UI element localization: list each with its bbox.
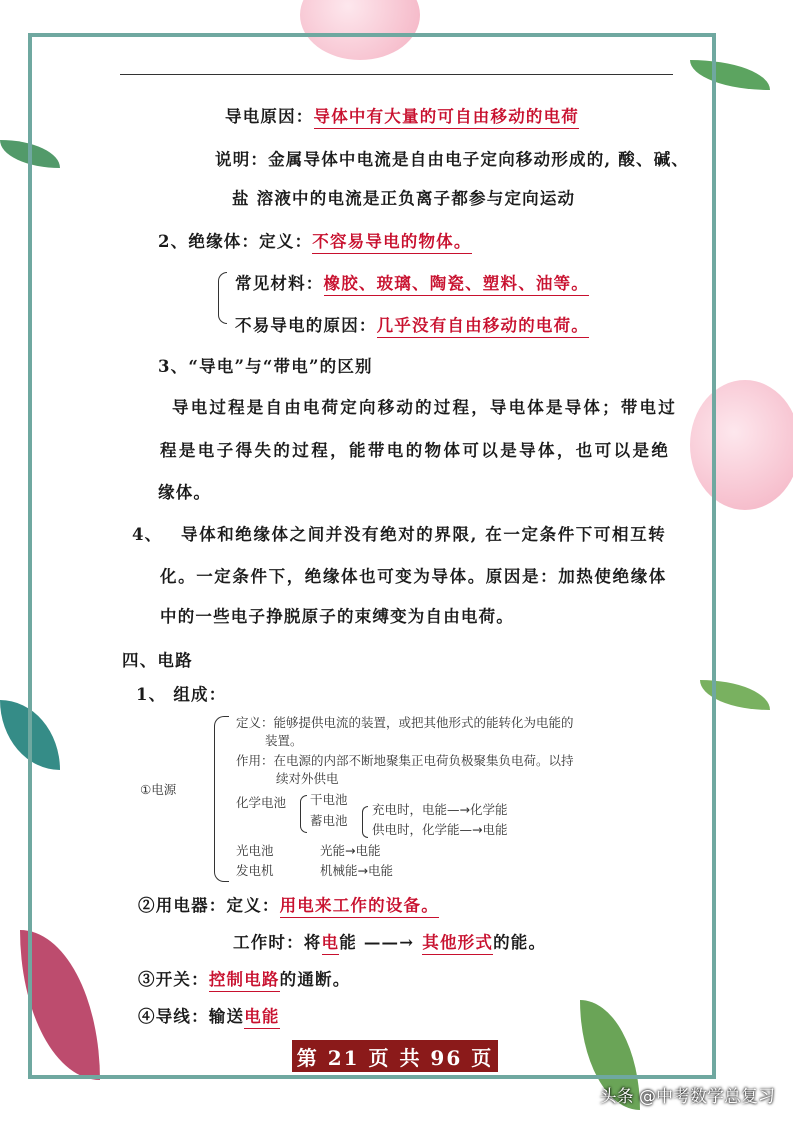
conduction-reason-answer: 导体中有大量的可自由移动的电荷 [314,106,580,129]
text-line: 程是电子得失的过程，能带电的物体可以是导体，也可以是绝 [160,441,671,460]
switch-label: ③开关： [138,970,209,989]
text-line: 缘体。 [158,483,212,502]
battery-brace [300,795,307,833]
solar-cell: 光电池 [236,843,274,858]
text-line: 中的一些电子挣脱原子的束缚变为自由电荷。 [160,607,514,626]
page-number: 第 21 页 共 96 页 [292,1040,498,1072]
watermark: 头条 @中考数学总复习 [599,1087,775,1107]
switch-line [138,969,350,992]
text-line: 导电过程是自由电荷定向移动的过程，导电体是导体；带电过 [172,398,677,417]
power-definition-cont: 装置。 [265,733,303,748]
switch-answer: 控制电路 [209,969,280,992]
wire-answer: 电能 [244,1006,279,1029]
generator: 发电机 [236,863,274,878]
power-brace [214,716,229,882]
power-function-cont: 续对外供电 [276,771,339,786]
wire-line [138,1006,280,1029]
storage-battery: 蓄电池 [310,813,348,828]
insulator-definition: 不容易导电的物体。 [312,231,471,254]
charge-brace [362,806,368,838]
charge-text: 充电时，电能—→化学能 [372,802,508,817]
section-heading-circuit: 四、电路 [122,651,193,670]
power-source-label: ①电源 [140,782,177,797]
section-heading-3: 3、“导电”与“带电”的区别 [158,357,373,376]
appliance-line [138,895,439,918]
power-function: 作用：在电源的内部不断地聚集正电荷负极聚集负电荷。以持 [236,753,574,768]
conduction-reason-line [225,106,579,129]
text-line: 导体和绝缘体之间并没有绝对的界限, 在一定条件下可相互转 [181,525,667,544]
work-line [233,932,546,955]
text-line: 盐 溶液中的电流是正负离子都参与定向运动 [232,189,576,208]
item-number-4: 4、 [132,525,163,544]
chem-battery: 化学电池 [236,795,287,810]
text-line: 说明：金属导体中电流是自由电子定向移动形成的, 酸、碱、 [215,150,690,169]
appliance-label: ②用电器：定义： [138,896,280,915]
nonconduct-label: 不易导电的原因： [235,316,377,335]
generator-conversion: 机械能→电能 [320,863,393,878]
wire-label: ④导线：输送 [138,1007,245,1026]
text-line: 化。一定条件下，绝缘体也可变为导体。原因是：加热使绝缘体 [160,567,667,586]
appliance-definition: 用电来工作的设备。 [280,895,439,918]
insulator-line [158,231,472,254]
discharge-text: 供电时，化学能—→电能 [372,822,508,837]
work-arrow: 能 ——→ [339,933,415,952]
conduction-reason-label: 导电原因： [225,107,314,126]
solar-conversion: 光能→电能 [320,843,381,858]
nonconduct-answer: 几乎没有自由移动的电荷。 [377,315,589,338]
work-label: 工作时：将 [233,933,322,952]
insulator-heading: 2、绝缘体：定义： [158,232,313,251]
materials-label: 常见材料： [235,274,324,293]
work-answer-1: 电 [322,932,340,955]
brace [218,272,227,324]
nonconduct-line [235,315,589,338]
header-divider [120,74,673,75]
composition-heading: 1、 组成： [136,685,227,704]
dry-battery: 干电池 [310,792,348,807]
work-answer-2: 其他形式 [422,932,493,955]
materials-answer: 橡胶、玻璃、陶瓷、塑料、油等。 [324,273,590,296]
work-end: 的能。 [493,933,547,952]
power-definition: 定义：能够提供电流的装置，或把其他形式的能转化为电能的 [236,715,574,730]
materials-line [235,273,589,296]
switch-end: 的通断。 [279,970,351,989]
